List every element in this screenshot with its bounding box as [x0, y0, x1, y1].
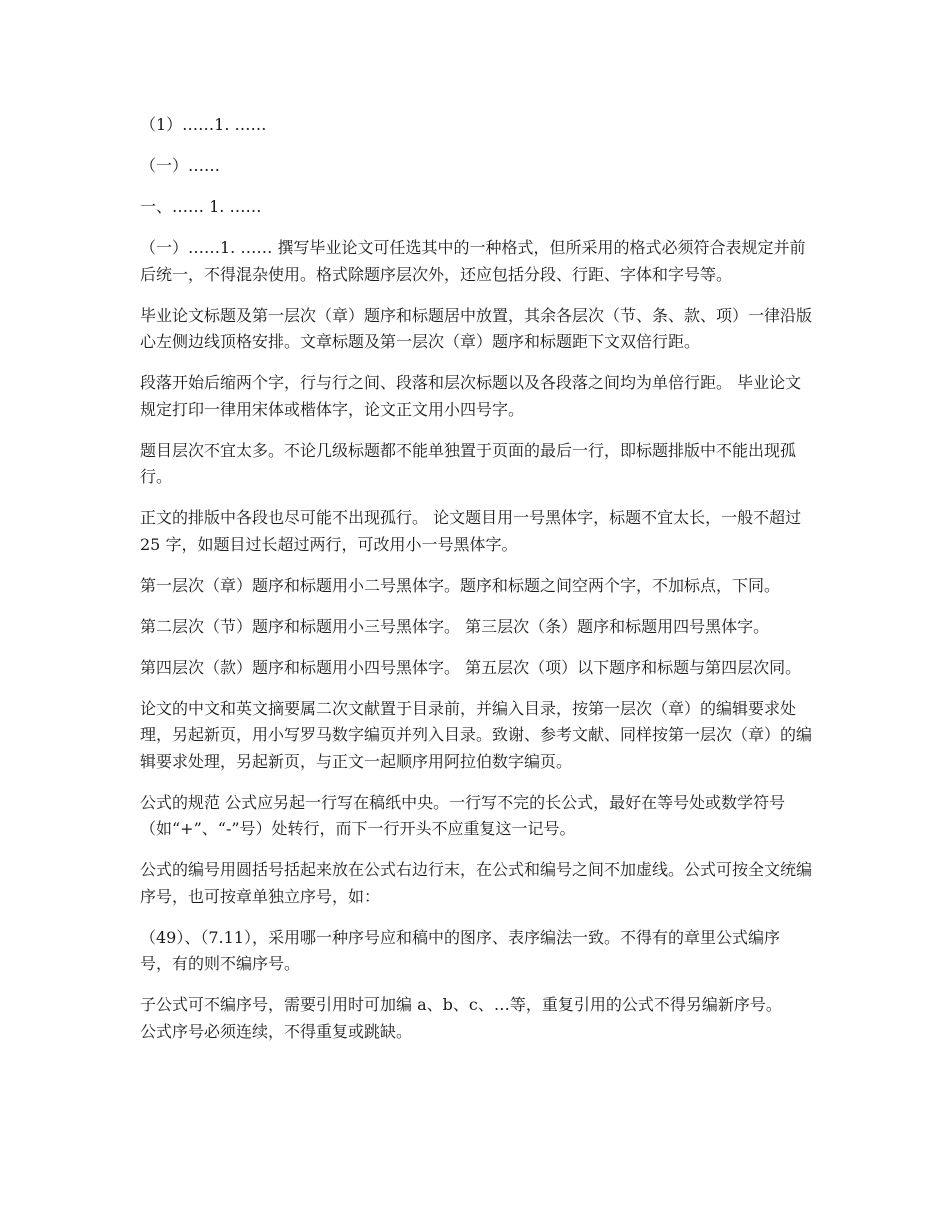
level-four-five-font-paragraph: 第四层次（款）题序和标题用小四号黑体字。 第五层次（项）以下题序和标题与第四层次同。: [140, 657, 802, 677]
abstract-paragraph: 论文的中文和英文摘要属二次文献置于目录前，并编入目录，按第一层次（章）的编辑要求处理，另起新页，用小写罗马数字编页并列入目录。致谢、参考文献、同样按第一层次（章）的编辑要求处理，另起新页，与正文一起顺序用阿拉伯数字编页。: [140, 698, 813, 771]
level-one-font-paragraph: 第一层次（章）题序和标题用小二号黑体字。题序和标题之间空两个字，不加标点，下同。: [140, 575, 781, 595]
formula-numbering-paragraph: 公式的编号用圆括号括起来放在公式右边行末，在公式和编号之间不加虚线。公式可按全文统编序号，也可按章单独立序号，如：: [140, 860, 813, 906]
numbering-example-3: 一、…… 1. ……: [140, 197, 262, 216]
format-intro-paragraph: （一）……1. …… 撰写毕业论文可任选其中的一种格式，但所采用的格式必须符合表规定并前后统一，不得混杂使用。格式除题序层次外，还应包括分段、行距、字体和字号等。: [140, 238, 806, 284]
sub-formula-paragraph: 子公式可不编序号，需要引用时可加编 a、b、c、…等，重复引用的公式不得另编新序号。公式序号必须连续，不得重复或跳缺。: [140, 995, 782, 1041]
document-page: [140, 112, 816, 1060]
numbering-example-1: （1）……1. ……: [140, 115, 267, 134]
formula-rules-paragraph: 公式的规范 公式应另起一行写在稿纸中央。一行写不完的长公式，最好在等号处或数学符号（如“+”、“-”号）处转行，而下一行开头不应重复这一记号。: [140, 792, 786, 838]
orphan-lines-paragraph: 正文的排版中各段也尽可能不出现孤行。 论文题目用一号黑体字，标题不宜太长，一般不超过 25 字，如题目过长超过两行，可改用小一号黑体字。: [140, 508, 802, 554]
formula-sequence-paragraph: （49）、（7.11），采用哪一种序号应和稿中的图序、表序编法一致。不得有的章里公式编序号，有的则不编序号。: [140, 927, 780, 973]
numbering-example-2: （一）……: [140, 156, 221, 175]
title-placement-paragraph: 毕业论文标题及第一层次（章）题序和标题居中放置，其余各层次（节、条、款、项）一律沿版心左侧边线顶格安排。文章标题及第一层次（章）题序和标题距下文双倍行距。: [140, 305, 813, 351]
heading-levels-paragraph: 题目层次不宜太多。不论几级标题都不能单独置于页面的最后一行，即标题排版中不能出现孤行。: [140, 440, 797, 486]
level-two-three-font-paragraph: 第二层次（节）题序和标题用小三号黑体字。 第三层次（条）题序和标题用四号黑体字。: [140, 616, 770, 636]
paragraph-spacing-paragraph: 段落开始后缩两个字，行与行之间、段落和层次标题以及各段落之间均为单倍行距。 毕业论文规定打印一律用宋体或楷体字，论文正文用小四号字。: [140, 373, 802, 419]
